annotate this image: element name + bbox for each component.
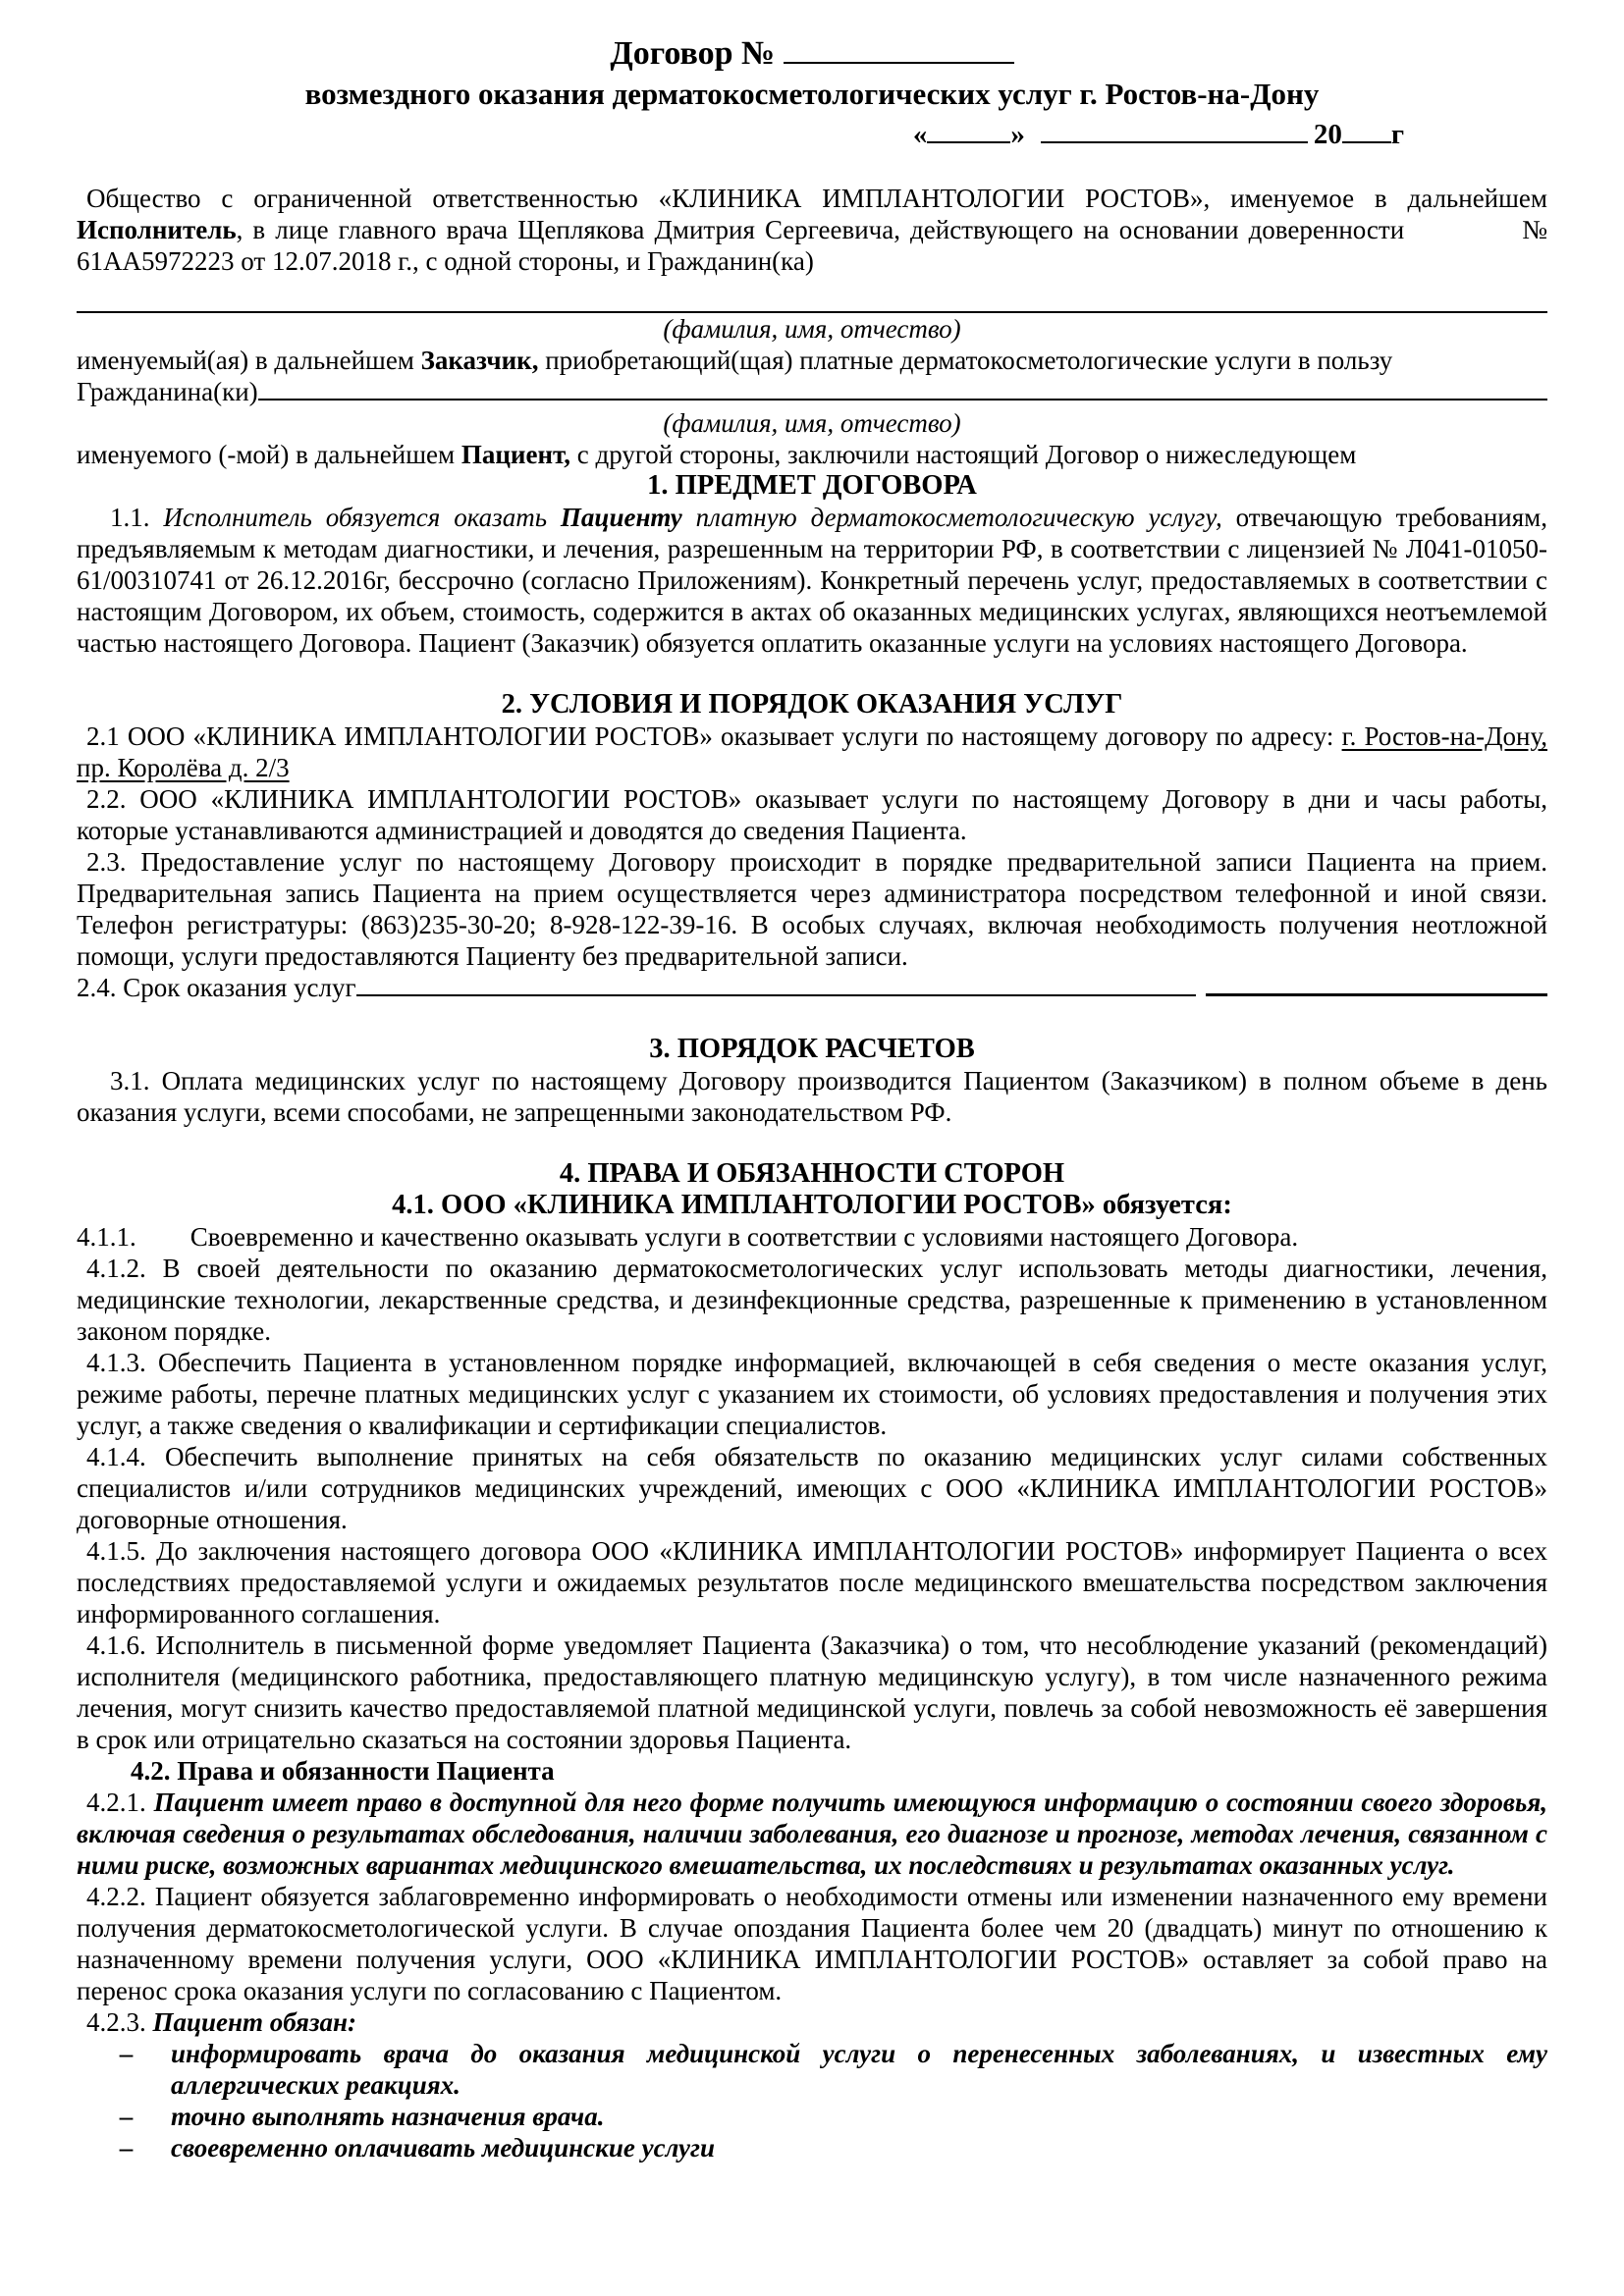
text-run: г. Ростов-на-Дону, пр. Королёва д. 2/3 xyxy=(77,721,1547,782)
text-run: « xyxy=(912,119,928,150)
text-run: 4.2. Права и обязанности Пациента xyxy=(131,1756,555,1786)
text-run: – xyxy=(120,2102,134,2131)
text-run: 2.3. Предоставление услуг по настоящему Договору происходит в порядке предварительной записи Пациента на прием. Предварительная запись Пациента на прием осуществляется через администратора посредством телефонной и иной связи. Телефон регистратуры: (863)235-30-20; 8-928-122-39-16. В особых случаях, включая необходимость получения неотложной помощи, услуги предоставляются Пациенту без предварительной записи. xyxy=(77,847,1547,971)
spacer xyxy=(1404,238,1512,239)
patient-clause xyxy=(77,439,1547,470)
text-run: Исполнитель обязуется оказать xyxy=(163,503,561,532)
text-run: точно выполнять назначения врача. xyxy=(171,2102,605,2131)
text-run: 3.1. Оплата медицинских услуг по настоящему Договору производится Пациентом (Заказчиком) в полном объеме в день оказания услуги, всеми способами, не запрещенными законодательством РФ. xyxy=(77,1066,1547,1127)
clause-4-2-1 xyxy=(77,1787,1547,1881)
text-run: (фамилия, имя, отчество) xyxy=(663,314,961,344)
text-run: своевременно оплачивать медицинские услуги xyxy=(171,2133,716,2163)
clause-2-1 xyxy=(77,721,1547,783)
text-run: 4.1.1. xyxy=(77,1222,136,1252)
obligation-item-1 xyxy=(77,2038,1547,2101)
text-run: , в лице главного врача Щеплякова Дмитрия Сергеевича, действующего на основании доверенности xyxy=(236,215,1405,244)
section-2-heading xyxy=(77,689,1547,721)
text-run: – xyxy=(120,2133,134,2163)
text-run: именуемого (-мой) в дальнейшем xyxy=(77,440,461,469)
text-run: Пациент имеет право в доступной для него форме получить имеющуюся информацию о состоянии своего здоровья, включая сведения о результатах обследования, наличии заболевания, его диагнозе и прогнозе, методах лечения, связанном с ними риске, возможных вариантах медицинского вмешательства, их последствиях и результатах оказанных услуг. xyxy=(77,1788,1547,1880)
blank-line xyxy=(1041,120,1308,143)
obligation-item-3 xyxy=(77,2132,1547,2163)
blank-line xyxy=(356,973,1196,996)
customer-clause xyxy=(77,345,1547,376)
fio-caption-2 xyxy=(77,407,1547,439)
text-run: 4.2.3. xyxy=(86,2007,153,2037)
text-run: 4.1. ООО «КЛИНИКА ИМПЛАНТОЛОГИИ РОСТОВ» обязуется: xyxy=(392,1190,1232,1220)
contract-subtitle xyxy=(77,75,1547,114)
clause-4-1-3 xyxy=(77,1347,1547,1441)
spacer xyxy=(136,1245,190,1246)
clause-2-2 xyxy=(77,783,1547,846)
clause-4-2-heading xyxy=(77,1755,1547,1787)
clause-4-2-2 xyxy=(77,1881,1547,2006)
text-run: Исполнитель xyxy=(77,215,237,244)
text-run: 4.1.5. До заключения настоящего договора ООО «КЛИНИКА ИМПЛАНТОЛОГИИ РОСТОВ» информирует Пациента о всех последствиях предоставляемой услуги и ожидаемых результатов после медицинского вмешательства посредством заключения информированного соглашения. xyxy=(77,1536,1547,1629)
text-run: именуемый(ая) в дальнейшем xyxy=(77,346,421,375)
spacer xyxy=(1025,142,1041,143)
text-run: (фамилия, имя, отчество) xyxy=(663,408,961,438)
text-run: » xyxy=(1010,119,1025,150)
clause-4-2-3 xyxy=(77,2006,1547,2038)
fio-blank-line xyxy=(77,290,1547,313)
clause-2-3 xyxy=(77,846,1547,972)
clause-3-1 xyxy=(77,1065,1547,1128)
citizen-blank-line xyxy=(77,376,1547,407)
clause-4-1-5 xyxy=(77,1535,1547,1629)
section-3-heading xyxy=(77,1034,1547,1065)
text-run: 4.1.2. В своей деятельности по оказанию дерматокосметологических услуг использовать методы диагностики, лечения, медицинские технологии, лекарственные средства, и дезинфекционные средства, разрешенные к применению в установленном законом порядке. xyxy=(77,1254,1547,1346)
text-run: Заказчик, xyxy=(420,346,539,375)
text-run: 4.2.1. xyxy=(86,1788,154,1817)
text-run: – xyxy=(120,2039,134,2068)
text-run: 2.2. ООО «КЛИНИКА ИМПЛАНТОЛОГИИ РОСТОВ» оказывает услуги по настоящему Договору в дни и часы работы, которые устанавливаются администрацией и доводятся до сведения Пациента. xyxy=(77,784,1547,845)
clause-2-4 xyxy=(77,972,1547,1003)
text-run: приобретающий(щая) платные дерматокосметологические услуги в пользу xyxy=(538,346,1393,375)
text-run: 4.1.4. Обеспечить выполнение принятых на себя обязательств по оказанию медицинских услуг силами собственных специалистов и/или сотрудников медицинских учреждений, имеющих с ООО «КЛИНИКА ИМПЛАНТОЛОГИИ РОСТОВ» договорные отношения. xyxy=(77,1442,1547,1534)
text-run: № 61АА5972223 от 12.07.2018 г., с одной стороны, и Гражданин(ка) xyxy=(77,215,1547,276)
text-run: 4.1.3. Обеспечить Пациента в установленном порядке информацией, включающей в себя сведения о месте оказания услуг, режиме работы, перечне платных медицинских услуг с указанием их стоимости, об условиях предоставления и получения этих услуг, а также сведения о квалификации и сертификации специалистов. xyxy=(77,1348,1547,1440)
contract-title xyxy=(77,33,1547,75)
text-run: Общество с ограниченной ответственностью «КЛИНИКА ИМПЛАНТОЛОГИИ РОСТОВ», именуемое в дальнейшем xyxy=(86,184,1547,213)
blank-line xyxy=(927,120,1010,143)
blank-line xyxy=(77,290,1547,313)
text-run: 2. УСЛОВИЯ И ПОРЯДОК ОКАЗАНИЯ УСЛУГ xyxy=(501,689,1123,720)
text-run: с другой стороны, заключили настоящий Договор о нижеследующем xyxy=(569,440,1357,469)
text-run: Договор № xyxy=(610,35,784,72)
text-run: 20 xyxy=(1313,119,1342,150)
text-run: 3. ПОРЯДОК РАСЧЕТОВ xyxy=(649,1034,975,1064)
text-run: Гражданина(ки) xyxy=(77,377,258,406)
section-4-1-heading xyxy=(77,1190,1547,1221)
section-4-heading xyxy=(77,1158,1547,1190)
clause-4-1-4 xyxy=(77,1441,1547,1535)
section-1-heading xyxy=(77,470,1547,502)
text-run: г xyxy=(1390,119,1404,150)
date-line xyxy=(77,116,1547,153)
blank-line xyxy=(258,377,1547,400)
fio-caption xyxy=(77,313,1547,345)
text-run: 2.1 ООО «КЛИНИКА ИМПЛАНТОЛОГИИ РОСТОВ» оказывает услуги по настоящему договору по адресу: xyxy=(86,721,1342,751)
text-run: информировать врача до оказания медицинской услуги о перенесенных заболеваниях, и известных ему аллергических реакциях. xyxy=(171,2039,1547,2100)
text-run: 1. ПРЕДМЕТ ДОГОВОРА xyxy=(647,470,977,501)
blank-line xyxy=(1342,120,1391,143)
text-run: 4. ПРАВА И ОБЯЗАННОСТИ СТОРОН xyxy=(559,1158,1065,1189)
clause-4-1-6 xyxy=(77,1629,1547,1755)
text-run: 4.1.6. Исполнитель в письменной форме уведомляет Пациента (Заказчика) о том, что несоблюдение указаний (рекомендаций) исполнителя (медицинского работника, предоставляющего платную медицинскую услугу), в том числе назначенного режима лечения, могут снизить качество предоставляемой платной медицинской услуги, повлечь за собой невозможность её завершения в срок или отрицательно сказаться на состоянии здоровья Пациента. xyxy=(77,1630,1547,1754)
spacer xyxy=(1196,995,1206,996)
obligation-item-2 xyxy=(77,2101,1547,2132)
text-run: 4.2.2. Пациент обязуется заблаговременно информировать о необходимости отмены или изменении назначенного ему времени получения дерматокосметологической услуги. В случае опоздания Пациента более чем 20 (двадцать) минут по отношению к назначенному времени получения услуги, ООО «КЛИНИКА ИМПЛАНТОЛОГИИ РОСТОВ» оставляет за собой право на перенос срока оказания услуги по согласованию с Пациентом. xyxy=(77,1882,1547,2005)
text-run: платную дерматокосметологическую услугу, xyxy=(681,503,1222,532)
text-run: отвечающую требованиям, предъявляемым к методам диагностики, и лечения, разрешенным на территории РФ, в соответствии с лицензией № Л041-01050-61/00310741 от 26.12.2016г, бессрочно (согласно Приложениям). Конкретный перечень услуг, предоставляемых в соответствии с настоящим Договором, их объем, стоимость, содержится в актах об оказанных медицинских услугах, являющихся неотъемлемой частью настоящего Договора. Пациент (Заказчик) обязуется оплатить оказанные услуги на условиях настоящего Договора. xyxy=(77,503,1547,658)
text-run: 2.4. Срок оказания услуг xyxy=(77,973,356,1002)
text-run: Пациенту xyxy=(560,503,682,532)
text-run: Пациент, xyxy=(460,440,570,469)
text-run: Пациент обязан: xyxy=(152,2007,356,2037)
preamble xyxy=(77,183,1547,277)
clause-4-1-2 xyxy=(77,1253,1547,1347)
clause-1-1 xyxy=(77,502,1547,659)
text-run: возмездного оказания дерматокосметологических услуг г. Ростов-на-Дону xyxy=(304,77,1320,111)
text-run: Своевременно и качественно оказывать услуги в соответствии с условиями настоящего Договора. xyxy=(189,1222,1299,1252)
text-run: 1.1. xyxy=(110,503,164,532)
blank-line xyxy=(784,40,1014,64)
blank-line xyxy=(1206,973,1547,996)
clause-4-1-1 xyxy=(77,1221,1547,1253)
contract-body xyxy=(77,33,1547,2163)
